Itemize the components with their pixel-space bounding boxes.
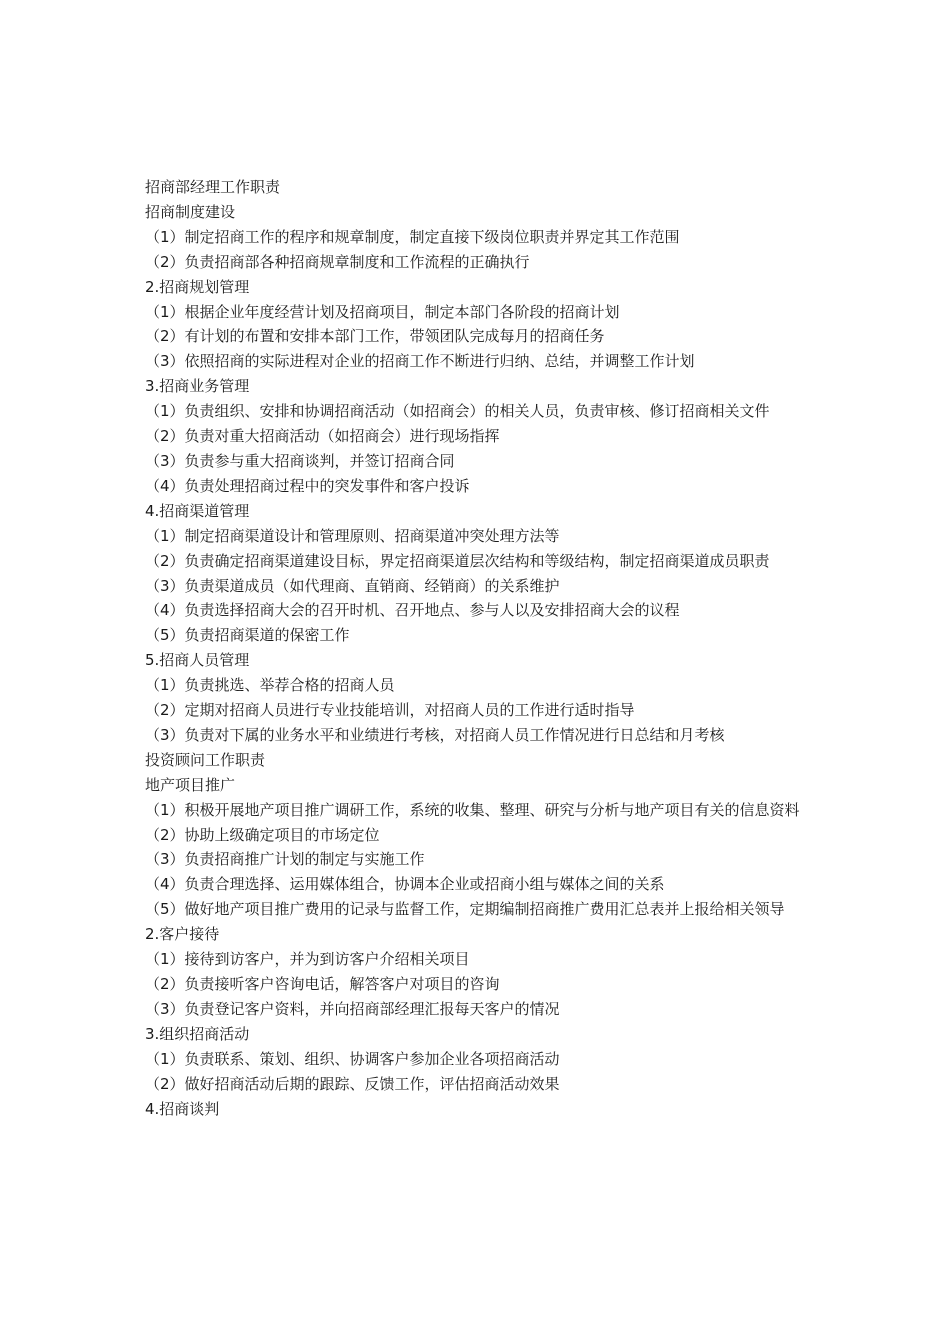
- list-item: （2）负责接听客户咨询电话，解答客户对项目的咨询: [145, 975, 500, 993]
- section-heading: 地产项目推广: [145, 775, 236, 794]
- section-heading: 4.招商谈判: [145, 1099, 220, 1118]
- list-item: （4）负责选择招商大会的召开时机、召开地点、参与人以及安排招商大会的议程: [145, 601, 680, 620]
- list-item: （3）负责渠道成员（如代理商、直销商、经销商）的关系维护: [145, 576, 560, 595]
- list-item: （2）定期对招商人员进行专业技能培训，对招商人员的工作进行适时指导: [145, 701, 635, 720]
- list-item: （2）有计划的布置和安排本部门工作，带领团队完成每月的招商任务: [145, 327, 605, 346]
- doc-title: 招商部经理工作职责: [145, 178, 281, 196]
- section-heading: 2.招商规划管理: [145, 277, 250, 296]
- list-item: （2）负责对重大招商活动（如招商会）进行现场指挥: [145, 427, 500, 446]
- list-item: （1）积极开展地产项目推广调研工作，系统的收集、整理、研究与分析与地产项目有关的信息资料: [145, 800, 800, 819]
- list-item: （1）制定招商渠道设计和管理原则、招商渠道冲突处理方法等: [145, 526, 560, 545]
- list-item: （1）制定招商工作的程序和规章制度，制定直接下级岗位职责并界定其工作范围: [145, 227, 680, 246]
- section-heading: 4.招商渠道管理: [145, 501, 250, 520]
- list-item: （3）依照招商的实际进程对企业的招商工作不断进行归纳、总结，并调整工作计划: [145, 352, 695, 371]
- section-heading: 2.客户接待: [145, 925, 220, 944]
- list-item: （4）负责合理选择、运用媒体组合，协调本企业或招商小组与媒体之间的关系: [145, 875, 665, 894]
- section-heading: 招商制度建设: [145, 202, 236, 221]
- doc-title: 投资顾问工作职责: [145, 750, 266, 769]
- list-item: （1）根据企业年度经营计划及招商项目，制定本部门各阶段的招商计划: [145, 302, 620, 321]
- list-item: （1）负责组织、安排和协调招商活动（如招商会）的相关人员，负责审核、修订招商相关文件: [145, 402, 770, 421]
- list-item: （2）做好招商活动后期的跟踪、反馈工作，评估招商活动效果: [145, 1074, 560, 1093]
- section-heading: 3.组织招商活动: [145, 1024, 250, 1043]
- list-item: （1）接待到访客户，并为到访客户介绍相关项目: [145, 950, 470, 969]
- list-item: （5）负责招商渠道的保密工作: [145, 626, 350, 645]
- section-heading: 5.招商人员管理: [145, 651, 250, 670]
- list-item: （3）负责对下属的业务水平和业绩进行考核，对招商人员工作情况进行日总结和月考核: [145, 725, 725, 744]
- list-item: （3）负责参与重大招商谈判，并签订招商合同: [145, 451, 455, 470]
- list-item: （2）协助上级确定项目的市场定位: [145, 825, 380, 844]
- section-heading: 3.招商业务管理: [145, 377, 250, 396]
- list-item: （3）负责招商推广计划的制定与实施工作: [145, 850, 425, 869]
- list-item: （2）负责招商部各种招商规章制度和工作流程的正确执行: [145, 252, 530, 271]
- document-body: [145, 175, 810, 1121]
- list-item: （4）负责处理招商过程中的突发事件和客户投诉: [145, 476, 470, 495]
- list-item: （1）负责联系、策划、组织、协调客户参加企业各项招商活动: [145, 1049, 560, 1068]
- list-item: （2）负责确定招商渠道建设目标，界定招商渠道层次结构和等级结构，制定招商渠道成员职责: [145, 551, 770, 570]
- list-item: （3）负责登记客户资料，并向招商部经理汇报每天客户的情况: [145, 999, 560, 1018]
- list-item: （5）做好地产项目推广费用的记录与监督工作，定期编制招商推广费用汇总表并上报给相关领导: [145, 900, 785, 919]
- list-item: （1）负责挑选、举荐合格的招商人员: [145, 676, 395, 695]
